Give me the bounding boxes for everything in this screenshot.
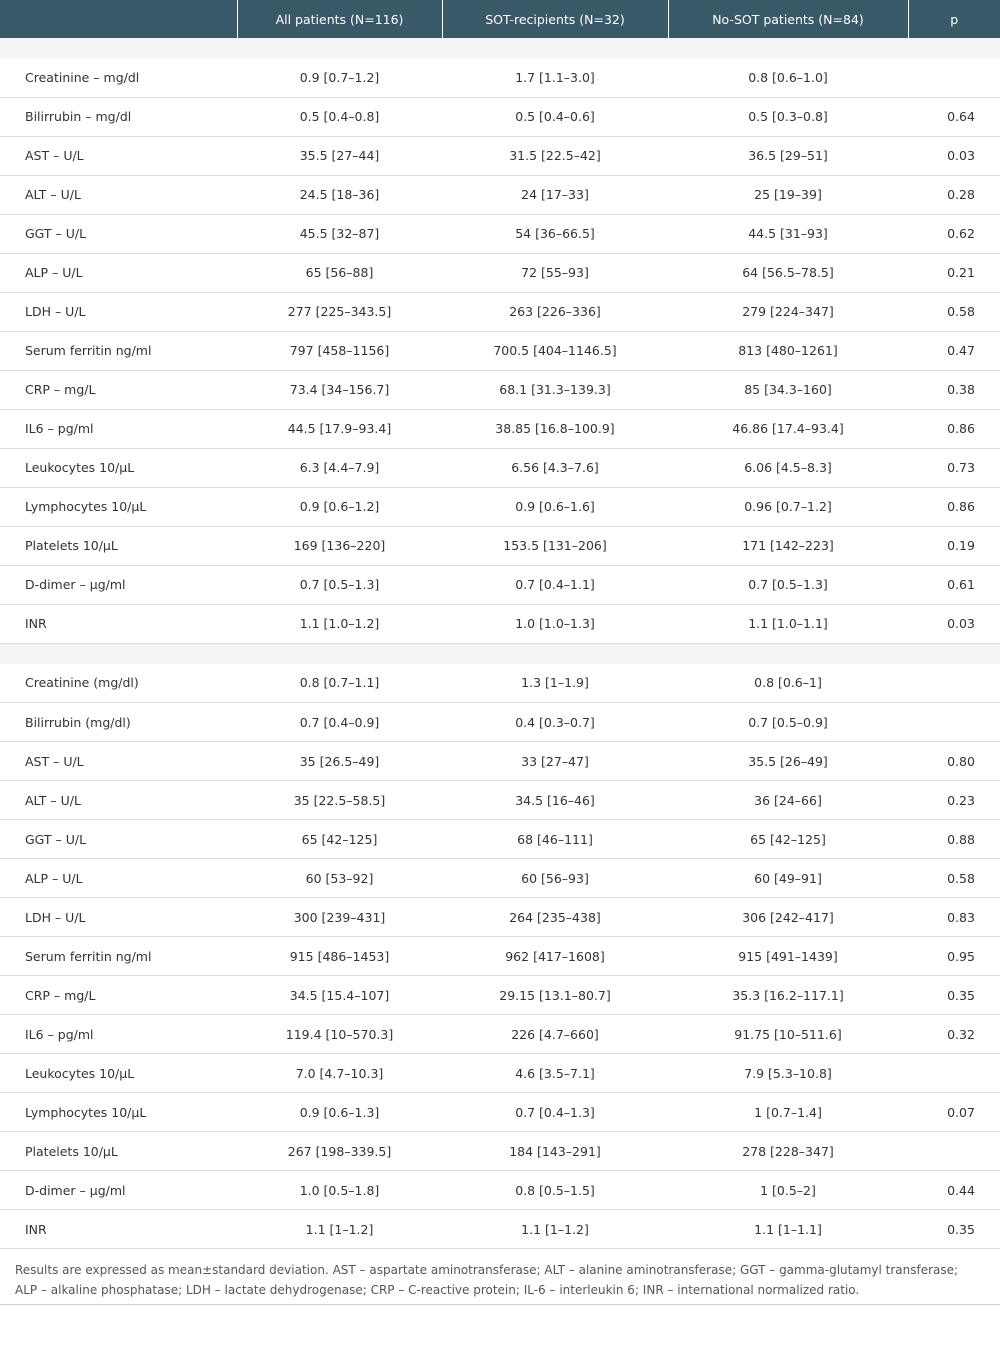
table-header [0, 0, 1000, 38]
p-value-cell: 0.32 [908, 1015, 1000, 1054]
sot-recipients-cell: 1.0 [1.0–1.3] [442, 604, 668, 643]
sot-recipients-cell: 153.5 [131–206] [442, 526, 668, 565]
parameter-cell: GGT – U/L [0, 214, 237, 253]
parameter-cell: IL6 – pg/ml [0, 409, 237, 448]
sot-recipients-cell: 60 [56–93] [442, 859, 668, 898]
table-row [0, 937, 1000, 976]
parameter-cell: CRP – mg/L [0, 370, 237, 409]
p-value-cell: 0.64 [908, 97, 1000, 136]
p-value-cell: 0.28 [908, 175, 1000, 214]
table-row [0, 409, 1000, 448]
no-sot-cell: 171 [142–223] [668, 526, 908, 565]
sot-recipients-cell: 29.15 [13.1–80.7] [442, 976, 668, 1015]
sot-recipients-cell: 184 [143–291] [442, 1132, 668, 1171]
section-title [0, 38, 1000, 58]
p-value-cell: 0.47 [908, 331, 1000, 370]
all-patients-cell: 915 [486–1453] [237, 937, 442, 976]
all-patients-cell: 0.9 [0.7–1.2] [237, 58, 442, 97]
parameter-cell: CRP – mg/L [0, 976, 237, 1015]
parameter-cell: ALP – U/L [0, 859, 237, 898]
table-row [0, 976, 1000, 1015]
all-patients-cell: 44.5 [17.9–93.4] [237, 409, 442, 448]
no-sot-cell: 1 [0.5–2] [668, 1171, 908, 1210]
no-sot-cell: 60 [49–91] [668, 859, 908, 898]
sot-recipients-cell: 0.8 [0.5–1.5] [442, 1171, 668, 1210]
p-value-cell: 0.07 [908, 1093, 1000, 1132]
sot-recipients-cell: 68 [46–111] [442, 820, 668, 859]
no-sot-cell: 0.8 [0.6–1] [668, 664, 908, 703]
p-value-cell: 0.73 [908, 448, 1000, 487]
sot-recipients-cell: 263 [226–336] [442, 292, 668, 331]
no-sot-cell: 0.8 [0.6–1.0] [668, 58, 908, 97]
no-sot-cell: 91.75 [10–511.6] [668, 1015, 908, 1054]
table-row [0, 604, 1000, 643]
no-sot-cell: 1.1 [1.0–1.1] [668, 604, 908, 643]
parameter-cell: D-dimer – µg/ml [0, 1171, 237, 1210]
parameter-cell: LDH – U/L [0, 898, 237, 937]
parameter-cell: LDH – U/L [0, 292, 237, 331]
all-patients-cell: 300 [239–431] [237, 898, 442, 937]
parameter-cell: Serum ferritin ng/ml [0, 331, 237, 370]
table-row [0, 1132, 1000, 1171]
p-value-cell [908, 1054, 1000, 1093]
table-row [0, 448, 1000, 487]
all-patients-cell: 119.4 [10–570.3] [237, 1015, 442, 1054]
sot-recipients-cell: 38.85 [16.8–100.9] [442, 409, 668, 448]
p-value-cell [908, 58, 1000, 97]
no-sot-cell: 46.86 [17.4–93.4] [668, 409, 908, 448]
no-sot-cell: 1 [0.7–1.4] [668, 1093, 908, 1132]
no-sot-cell: 65 [42–125] [668, 820, 908, 859]
p-value-cell: 0.23 [908, 781, 1000, 820]
parameter-cell: Lymphocytes 10/µL [0, 487, 237, 526]
table-body [0, 38, 1000, 1249]
table-row [0, 331, 1000, 370]
table-row [0, 1093, 1000, 1132]
parameter-cell: INR [0, 1210, 237, 1249]
p-value-cell: 0.86 [908, 409, 1000, 448]
table-row [0, 1171, 1000, 1210]
p-value-cell: 0.03 [908, 136, 1000, 175]
header-parameter [0, 0, 237, 38]
header-sot-recipients: SOT-recipients (N=32) [442, 0, 668, 38]
p-value-cell [908, 1132, 1000, 1171]
table-row [0, 526, 1000, 565]
table-row [0, 1210, 1000, 1249]
parameter-cell: Leukocytes 10/µL [0, 448, 237, 487]
table-row [0, 1054, 1000, 1093]
no-sot-cell: 36 [24–66] [668, 781, 908, 820]
parameter-cell: Platelets 10/µL [0, 526, 237, 565]
no-sot-cell: 25 [19–39] [668, 175, 908, 214]
parameter-cell: Bilirrubin (mg/dl) [0, 703, 237, 742]
table-row [0, 664, 1000, 703]
table-row [0, 292, 1000, 331]
parameter-cell: ALT – U/L [0, 781, 237, 820]
no-sot-cell: 0.5 [0.3–0.8] [668, 97, 908, 136]
sot-recipients-cell: 33 [27–47] [442, 742, 668, 781]
no-sot-cell: 278 [228–347] [668, 1132, 908, 1171]
table-row [0, 781, 1000, 820]
all-patients-cell: 0.9 [0.6–1.2] [237, 487, 442, 526]
all-patients-cell: 0.7 [0.5–1.3] [237, 565, 442, 604]
no-sot-cell: 85 [34.3–160] [668, 370, 908, 409]
parameter-cell: GGT – U/L [0, 820, 237, 859]
no-sot-cell: 0.7 [0.5–0.9] [668, 703, 908, 742]
sot-recipients-cell: 700.5 [404–1146.5] [442, 331, 668, 370]
all-patients-cell: 45.5 [32–87] [237, 214, 442, 253]
p-value-cell: 0.21 [908, 253, 1000, 292]
no-sot-cell: 0.7 [0.5–1.3] [668, 565, 908, 604]
table-row [0, 175, 1000, 214]
sot-recipients-cell: 1.1 [1–1.2] [442, 1210, 668, 1249]
all-patients-cell: 0.5 [0.4–0.8] [237, 97, 442, 136]
no-sot-cell: 1.1 [1–1.1] [668, 1210, 908, 1249]
sot-recipients-cell: 31.5 [22.5–42] [442, 136, 668, 175]
table-row [0, 1015, 1000, 1054]
p-value-cell: 0.88 [908, 820, 1000, 859]
header-no-sot-patients: No-SOT patients (N=84) [668, 0, 908, 38]
table-row [0, 703, 1000, 742]
all-patients-cell: 0.9 [0.6–1.3] [237, 1093, 442, 1132]
sot-recipients-cell: 264 [235–438] [442, 898, 668, 937]
parameter-cell: AST – U/L [0, 742, 237, 781]
all-patients-cell: 1.1 [1–1.2] [237, 1210, 442, 1249]
table-row [0, 253, 1000, 292]
section-row [0, 38, 1000, 58]
no-sot-cell: 813 [480–1261] [668, 331, 908, 370]
parameter-cell: INR [0, 604, 237, 643]
table-row [0, 487, 1000, 526]
sot-recipients-cell: 1.3 [1–1.9] [442, 664, 668, 703]
all-patients-cell: 6.3 [4.4–7.9] [237, 448, 442, 487]
table-footnote: Results are expressed as mean±standard deviation. AST – aspartate aminotransferase; ALT – alanine aminotransferase; GGT – gamma-glutamyl transferase; ALP – alkaline phosphatase; LDH – lactate dehydrogenase; CRP – C-reactive protein; IL-6 – interleukin 6; INR – international normalized ratio. [0, 1249, 1000, 1305]
parameter-cell: Bilirrubin – mg/dl [0, 97, 237, 136]
p-value-cell [908, 664, 1000, 703]
sot-recipients-cell: 0.7 [0.4–1.1] [442, 565, 668, 604]
p-value-cell: 0.58 [908, 292, 1000, 331]
no-sot-cell: 915 [491–1439] [668, 937, 908, 976]
table-row [0, 136, 1000, 175]
parameter-cell: D-dimer – µg/ml [0, 565, 237, 604]
p-value-cell: 0.80 [908, 742, 1000, 781]
sot-recipients-cell: 962 [417–1608] [442, 937, 668, 976]
p-value-cell: 0.86 [908, 487, 1000, 526]
sot-recipients-cell: 68.1 [31.3–139.3] [442, 370, 668, 409]
all-patients-cell: 0.8 [0.7–1.1] [237, 664, 442, 703]
table-row [0, 370, 1000, 409]
parameter-cell: ALP – U/L [0, 253, 237, 292]
p-value-cell: 0.83 [908, 898, 1000, 937]
header-row [0, 0, 1000, 38]
no-sot-cell: 0.96 [0.7–1.2] [668, 487, 908, 526]
p-value-cell: 0.35 [908, 1210, 1000, 1249]
sot-recipients-cell: 0.9 [0.6–1.6] [442, 487, 668, 526]
p-value-cell: 0.62 [908, 214, 1000, 253]
table-row [0, 898, 1000, 937]
all-patients-cell: 1.0 [0.5–1.8] [237, 1171, 442, 1210]
all-patients-cell: 73.4 [34–156.7] [237, 370, 442, 409]
p-value-cell: 0.58 [908, 859, 1000, 898]
table-row [0, 214, 1000, 253]
all-patients-cell: 7.0 [4.7–10.3] [237, 1054, 442, 1093]
all-patients-cell: 65 [56–88] [237, 253, 442, 292]
sot-recipients-cell: 1.7 [1.1–3.0] [442, 58, 668, 97]
all-patients-cell: 34.5 [15.4–107] [237, 976, 442, 1015]
no-sot-cell: 44.5 [31–93] [668, 214, 908, 253]
p-value-cell: 0.19 [908, 526, 1000, 565]
no-sot-cell: 7.9 [5.3–10.8] [668, 1054, 908, 1093]
header-all-patients: All patients (N=116) [237, 0, 442, 38]
all-patients-cell: 267 [198–339.5] [237, 1132, 442, 1171]
sot-recipients-cell: 0.4 [0.3–0.7] [442, 703, 668, 742]
sot-recipients-cell: 72 [55–93] [442, 253, 668, 292]
p-value-cell: 0.38 [908, 370, 1000, 409]
parameter-cell: Creatinine – mg/dl [0, 58, 237, 97]
p-value-cell: 0.03 [908, 604, 1000, 643]
no-sot-cell: 64 [56.5–78.5] [668, 253, 908, 292]
all-patients-cell: 60 [53–92] [237, 859, 442, 898]
parameter-cell: Platelets 10/µL [0, 1132, 237, 1171]
p-value-cell: 0.44 [908, 1171, 1000, 1210]
parameter-cell: Serum ferritin ng/ml [0, 937, 237, 976]
table-row [0, 859, 1000, 898]
header-p-value: p [908, 0, 1000, 38]
sot-recipients-cell: 54 [36–66.5] [442, 214, 668, 253]
all-patients-cell: 1.1 [1.0–1.2] [237, 604, 442, 643]
table-row [0, 565, 1000, 604]
section-title [0, 643, 1000, 664]
table-row [0, 97, 1000, 136]
section-row [0, 643, 1000, 664]
p-value-cell [908, 703, 1000, 742]
parameter-cell: Leukocytes 10/µL [0, 1054, 237, 1093]
p-value-cell: 0.95 [908, 937, 1000, 976]
no-sot-cell: 6.06 [4.5–8.3] [668, 448, 908, 487]
all-patients-cell: 797 [458–1156] [237, 331, 442, 370]
parameter-cell: AST – U/L [0, 136, 237, 175]
sot-recipients-cell: 6.56 [4.3–7.6] [442, 448, 668, 487]
sot-recipients-cell: 0.7 [0.4–1.3] [442, 1093, 668, 1132]
no-sot-cell: 36.5 [29–51] [668, 136, 908, 175]
table-row [0, 58, 1000, 97]
parameter-cell: Lymphocytes 10/µL [0, 1093, 237, 1132]
table-row [0, 820, 1000, 859]
all-patients-cell: 65 [42–125] [237, 820, 442, 859]
no-sot-cell: 306 [242–417] [668, 898, 908, 937]
p-value-cell: 0.35 [908, 976, 1000, 1015]
no-sot-cell: 279 [224–347] [668, 292, 908, 331]
sot-recipients-cell: 24 [17–33] [442, 175, 668, 214]
no-sot-cell: 35.5 [26–49] [668, 742, 908, 781]
sot-recipients-cell: 226 [4.7–660] [442, 1015, 668, 1054]
all-patients-cell: 0.7 [0.4–0.9] [237, 703, 442, 742]
sot-recipients-cell: 0.5 [0.4–0.6] [442, 97, 668, 136]
sot-recipients-cell: 4.6 [3.5–7.1] [442, 1054, 668, 1093]
all-patients-cell: 24.5 [18–36] [237, 175, 442, 214]
no-sot-cell: 35.3 [16.2–117.1] [668, 976, 908, 1015]
all-patients-cell: 277 [225–343.5] [237, 292, 442, 331]
table-row [0, 742, 1000, 781]
sot-recipients-cell: 34.5 [16–46] [442, 781, 668, 820]
all-patients-cell: 35 [22.5–58.5] [237, 781, 442, 820]
all-patients-cell: 35 [26.5–49] [237, 742, 442, 781]
parameter-cell: Creatinine (mg/dl) [0, 664, 237, 703]
parameter-cell: ALT – U/L [0, 175, 237, 214]
all-patients-cell: 35.5 [27–44] [237, 136, 442, 175]
parameter-cell: IL6 – pg/ml [0, 1015, 237, 1054]
p-value-cell: 0.61 [908, 565, 1000, 604]
all-patients-cell: 169 [136–220] [237, 526, 442, 565]
